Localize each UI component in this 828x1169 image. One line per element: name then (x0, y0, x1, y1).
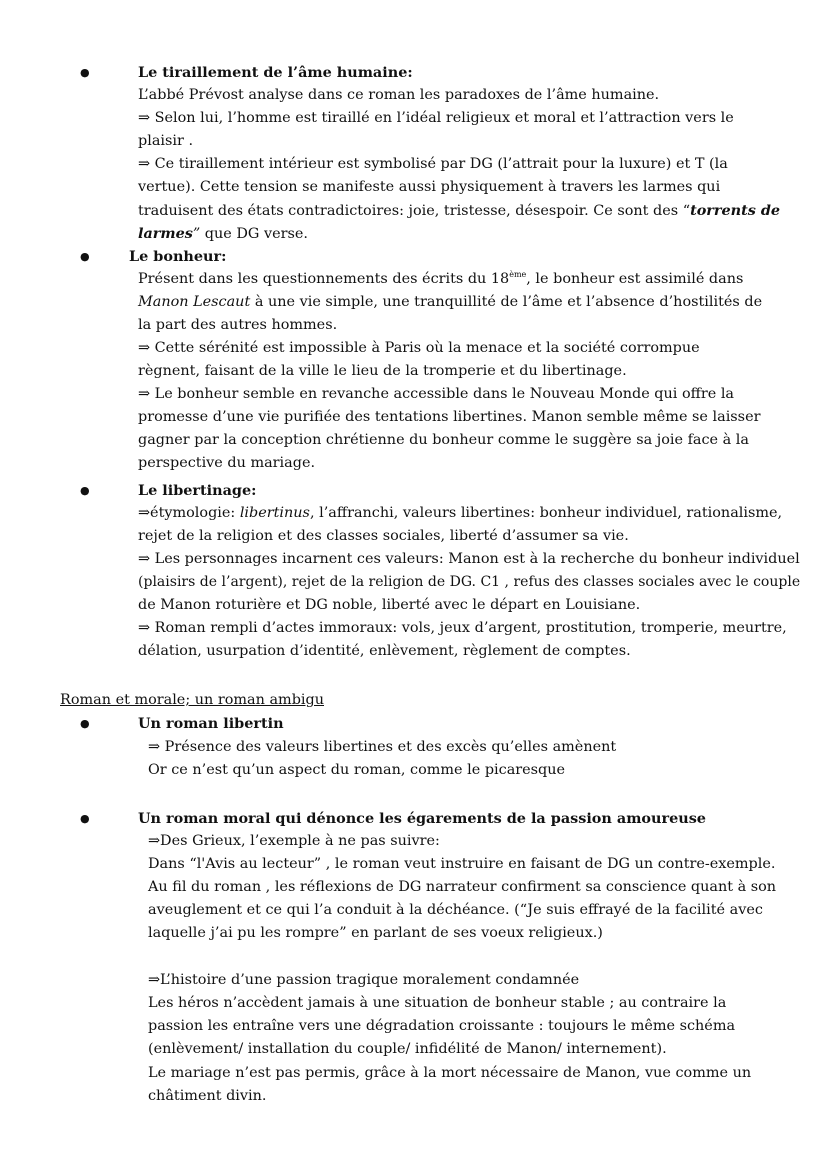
text-segment: à une vie simple, une tranquillité de l’âme et l’absence d’hostilités de (250, 294, 763, 310)
paragraph-line: promesse d’une vie purifiée des tentations libertines. Manon semble même se laisser (138, 409, 761, 425)
paragraph-line: délation, usurpation d’identité, enlèvement, règlement de comptes. (138, 643, 631, 659)
paragraph-line: aveuglement et ce qui l’a conduit à la déchéance. (“Je suis effrayé de la facilité avec (148, 902, 763, 918)
paragraph-line: Or ce n’est qu’un aspect du roman, comme le picaresque (148, 762, 566, 778)
paragraph-line (138, 268, 743, 291)
paragraph-line: rejet de la religion et des classes sociales, liberté d’assumer sa vie. (138, 528, 629, 544)
paragraph-line: ⇒ Les personnages incarnent ces valeurs: Manon est à la recherche du bonheur individuel (138, 551, 800, 567)
heading-roman-libertin: Un roman libertin (138, 715, 284, 732)
paragraph-line: ⇒L’histoire d’une passion tragique moralement condamnée (148, 972, 580, 988)
paragraph-line: passion les entraîne vers une dégradation croissante : toujours le même schéma (148, 1018, 736, 1034)
paragraph-line: ⇒ Selon lui, l’homme est tiraillé en l’idéal religieux et moral et l’attraction vers le (138, 110, 734, 126)
section-title: Roman et morale; un roman ambigu (60, 692, 324, 708)
bullet-icon: ● (80, 484, 90, 497)
paragraph-line (138, 222, 308, 246)
paragraph-line: ⇒Des Grieux, l’exemple à ne pas suivre: (148, 833, 440, 849)
paragraph-line: ⇒ Le bonheur semble en revanche accessible dans le Nouveau Monde qui offre la (138, 386, 734, 402)
bullet-icon: ● (80, 66, 90, 79)
paragraph-line (138, 502, 782, 525)
text-segment: ” (192, 226, 201, 242)
bullet-icon: ● (80, 812, 90, 825)
text-segment: , le bonheur est assimilé dans (526, 271, 744, 287)
paragraph-line: la part des autres hommes. (138, 317, 338, 333)
paragraph-line: Au fil du roman , les réflexions de DG narrateur confirment sa conscience quant à son (148, 879, 777, 895)
paragraph-line (138, 199, 780, 223)
paragraph-line: gagner par la conception chrétienne du bonheur comme le suggère sa joie face à la (138, 432, 749, 448)
text-segment: traduisent des états contradictoires: joie, tristesse, désespoir. Ce sont des “ (138, 203, 691, 219)
text-segment: , l’affranchi, valeurs libertines: bonheur individuel, rationalisme, (309, 505, 783, 521)
heading-libertinage: Le libertinage: (138, 482, 257, 499)
text-segment: ⇒étymologie: (138, 505, 240, 521)
paragraph-line (138, 291, 762, 314)
bullet-icon: ● (80, 250, 90, 263)
paragraph-line: ⇒ Cette sérénité est impossible à Paris où la menace et la société corrompue (138, 340, 700, 356)
text-segment: que DG verse. (200, 226, 308, 242)
book-title: Manon Lescaut (138, 294, 251, 310)
paragraph-line: (enlèvement/ installation du couple/ infidélité de Manon/ internement). (148, 1041, 667, 1057)
paragraph-line: ⇒ Présence des valeurs libertines et des excès qu’elles amènent (148, 739, 617, 755)
paragraph-line: ⇒ Ce tiraillement intérieur est symbolisé par DG (l’attrait pour la luxure) et T (la (138, 156, 728, 172)
text-segment: Présent dans les questionnements des écrits du 18 (138, 271, 510, 287)
heading-bonheur: Le bonheur: (129, 248, 227, 265)
quote-emphasis: larmes (138, 225, 193, 242)
paragraph-line: ⇒ Roman rempli d’actes immoraux: vols, jeux d’argent, prostitution, tromperie, meurtre, (138, 620, 787, 636)
paragraph-line: plaisir . (138, 133, 194, 149)
paragraph-line: châtiment divin. (148, 1088, 267, 1104)
latin-term: libertinus (239, 505, 310, 521)
paragraph-line: L’abbé Prévost analyse dans ce roman les paradoxes de l’âme humaine. (138, 87, 660, 103)
paragraph-line: de Manon roturière et DG noble, liberté avec le départ en Louisiane. (138, 597, 641, 613)
superscript: ème (509, 270, 527, 279)
paragraph-line: Les héros n’accèdent jamais à une situation de bonheur stable ; au contraire la (148, 995, 727, 1011)
paragraph-line: laquelle j’ai pu les rompre” en parlant de ses voeux religieux.) (148, 925, 603, 941)
paragraph-line: Dans “l'Avis au lecteur” , le roman veut instruire en faisant de DG un contre-exemple. (148, 856, 776, 872)
heading-roman-moral: Un roman moral qui dénonce les égarements de la passion amoureuse (138, 810, 706, 827)
paragraph-line: Le mariage n’est pas permis, grâce à la mort nécessaire de Manon, vue comme un (148, 1065, 752, 1081)
bullet-icon: ● (80, 717, 90, 730)
paragraph-line: vertue). Cette tension se manifeste aussi physiquement à travers les larmes qui (138, 179, 721, 195)
paragraph-line: (plaisirs de l’argent), rejet de la religion de DG. C1 , refus des classes sociales avec le couple (138, 574, 801, 590)
paragraph-line: règnent, faisant de la ville le lieu de la tromperie et du libertinage. (138, 363, 627, 379)
heading-tiraillement: Le tiraillement de l’âme humaine: (138, 64, 413, 81)
quote-emphasis: torrents de (690, 202, 781, 219)
paragraph-line: perspective du mariage. (138, 455, 316, 471)
